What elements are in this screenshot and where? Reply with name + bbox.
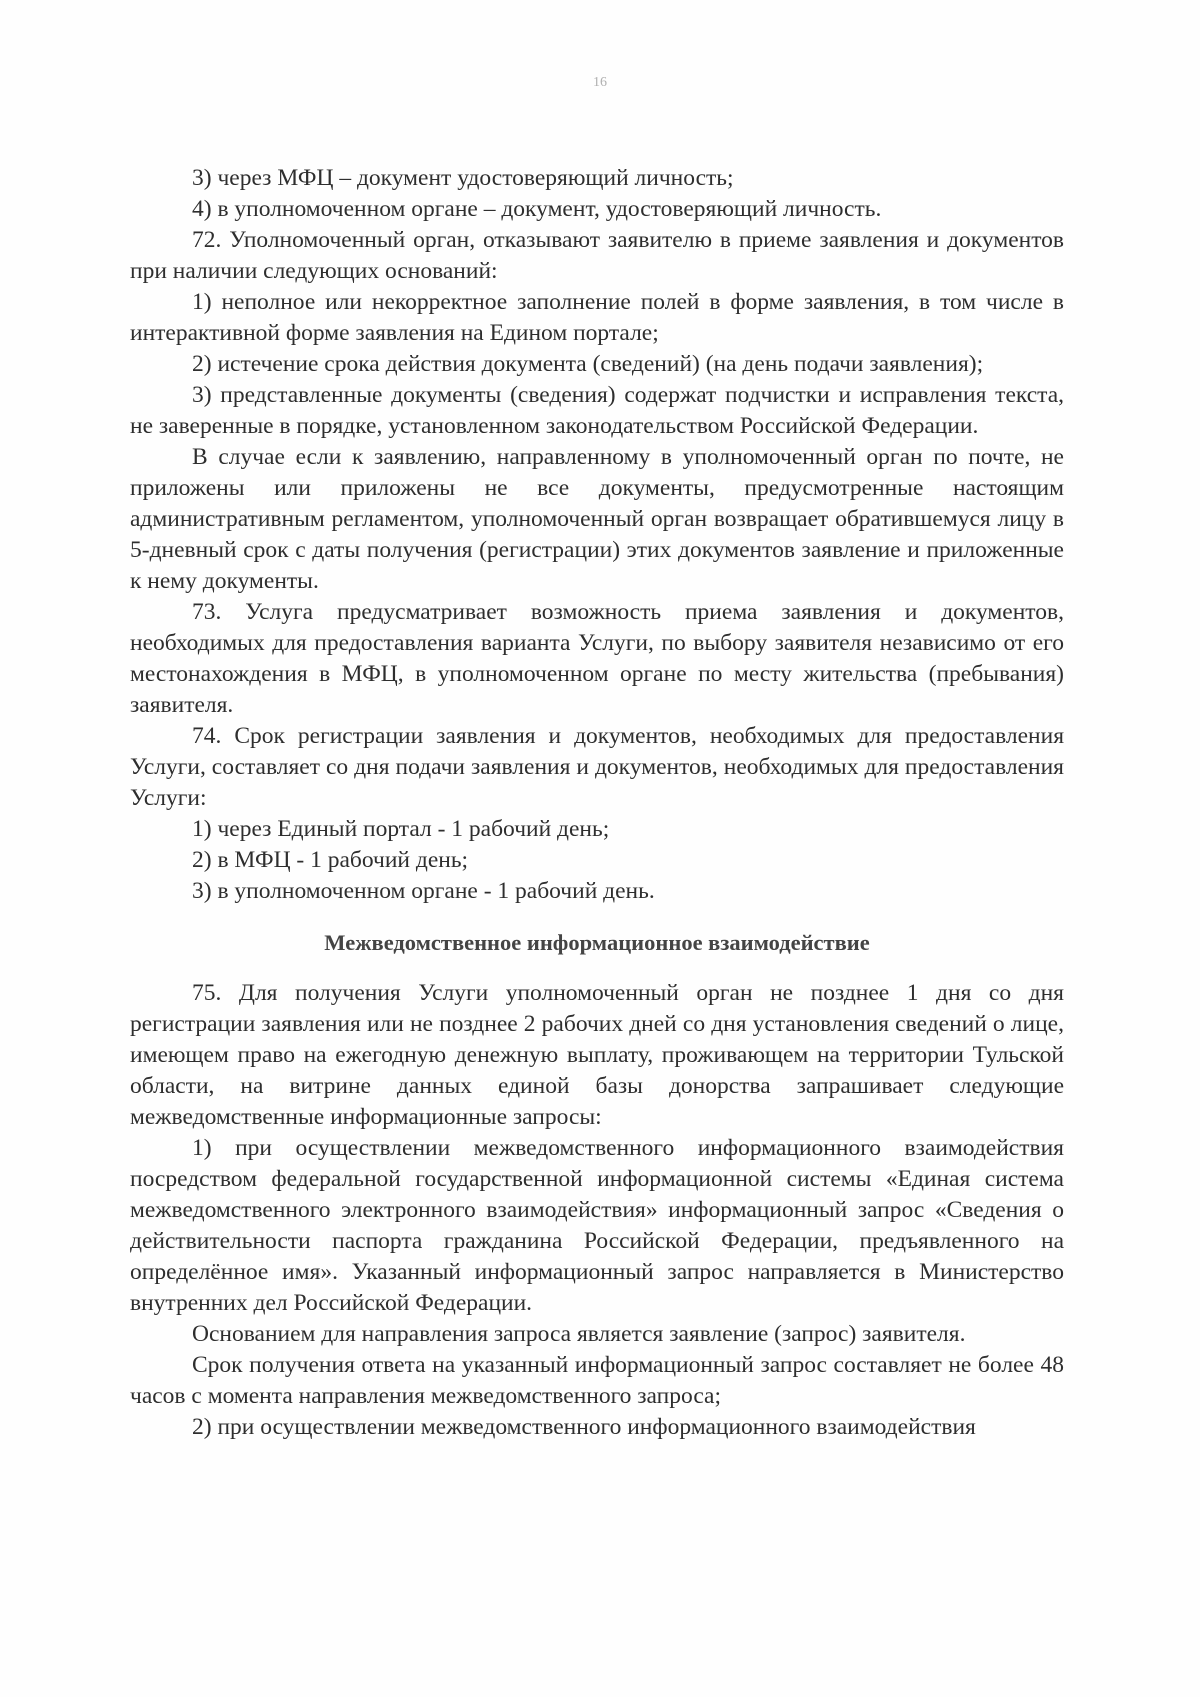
paragraph: 2) при осуществлении межведомственного информационного взаимодействия xyxy=(192,1414,976,1440)
section-heading: Межведомственное информационное взаимодействие xyxy=(324,930,870,955)
paragraph: 3) представленные документы (сведения) содержат подчистки и исправления текста, не заверенные в порядке, установленном законодательством Российской Федерации. xyxy=(130,382,1064,439)
section-application-refusal xyxy=(130,163,1064,907)
paragraph: 72. Уполномоченный орган, отказывают заявителю в приеме заявления и документов при наличии следующих оснований: xyxy=(130,227,1064,284)
paragraph: 1) при осуществлении межведомственного информационного взаимодействия посредством федеральной государственной информационной системы «Единая система межведомственного электронного взаимодействия» информационный запрос «Сведения о действительности паспорта гражданина Российской Федерации, предъявленного на определённое имя». Указанный информационный запрос направляется в Министерство внутренних дел Российской Федерации. xyxy=(130,1135,1064,1316)
page-number: 16 xyxy=(593,75,607,90)
paragraph: В случае если к заявлению, направленному в уполномоченный орган по почте, не приложены или приложены не все документы, предусмотренные настоящим административным регламентом, уполномоченный орган возвращает обратившемуся лицу в 5-дневный срок с даты получения (регистрации) этих документов заявление и приложенные к нему документы. xyxy=(130,444,1064,594)
paragraph: 3) через МФЦ – документ удостоверяющий личность; xyxy=(192,165,734,191)
paragraph: 74. Срок регистрации заявления и документов, необходимых для предоставления Услуги, составляет со дня подачи заявления и документов, необходимых для предоставления Услуги: xyxy=(130,723,1064,811)
paragraph: 2) истечение срока действия документа (сведений) (на день подачи заявления); xyxy=(192,351,984,377)
paragraph: 1) неполное или некорректное заполнение полей в форме заявления, в том числе в интерактивной форме заявления на Едином портале; xyxy=(130,289,1064,346)
paragraph: Основанием для направления запроса является заявление (запрос) заявителя. xyxy=(192,1321,966,1347)
paragraph: 73. Услуга предусматривает возможность приема заявления и документов, необходимых для предоставления варианта Услуги, по выбору заявителя независимо от его местонахождения в МФЦ, в уполномоченном органе по месту жительства (пребывания) заявителя. xyxy=(130,599,1064,718)
section-interagency-interaction xyxy=(130,978,1064,1443)
paragraph: Срок получения ответа на указанный информационный запрос составляет не более 48 часов с момента направления межведомственного запроса; xyxy=(130,1352,1064,1409)
paragraph: 1) через Единый портал - 1 рабочий день; xyxy=(192,816,610,842)
paragraph: 4) в уполномоченном органе – документ, удостоверяющий личность. xyxy=(192,196,882,222)
paragraph: 75. Для получения Услуги уполномоченный орган не позднее 1 дня со дня регистрации заявления или не позднее 2 рабочих дней со дня установления сведений о лице, имеющем право на ежегодную денежную выплату, проживающем на территории Тульской области, на витрине данных единой базы донорства запрашивает следующие межведомственные информационные запросы: xyxy=(130,980,1064,1130)
document-body xyxy=(130,163,1064,1443)
paragraph: 3) в уполномоченном органе - 1 рабочий день. xyxy=(192,878,655,904)
paragraph: 2) в МФЦ - 1 рабочий день; xyxy=(192,847,469,873)
